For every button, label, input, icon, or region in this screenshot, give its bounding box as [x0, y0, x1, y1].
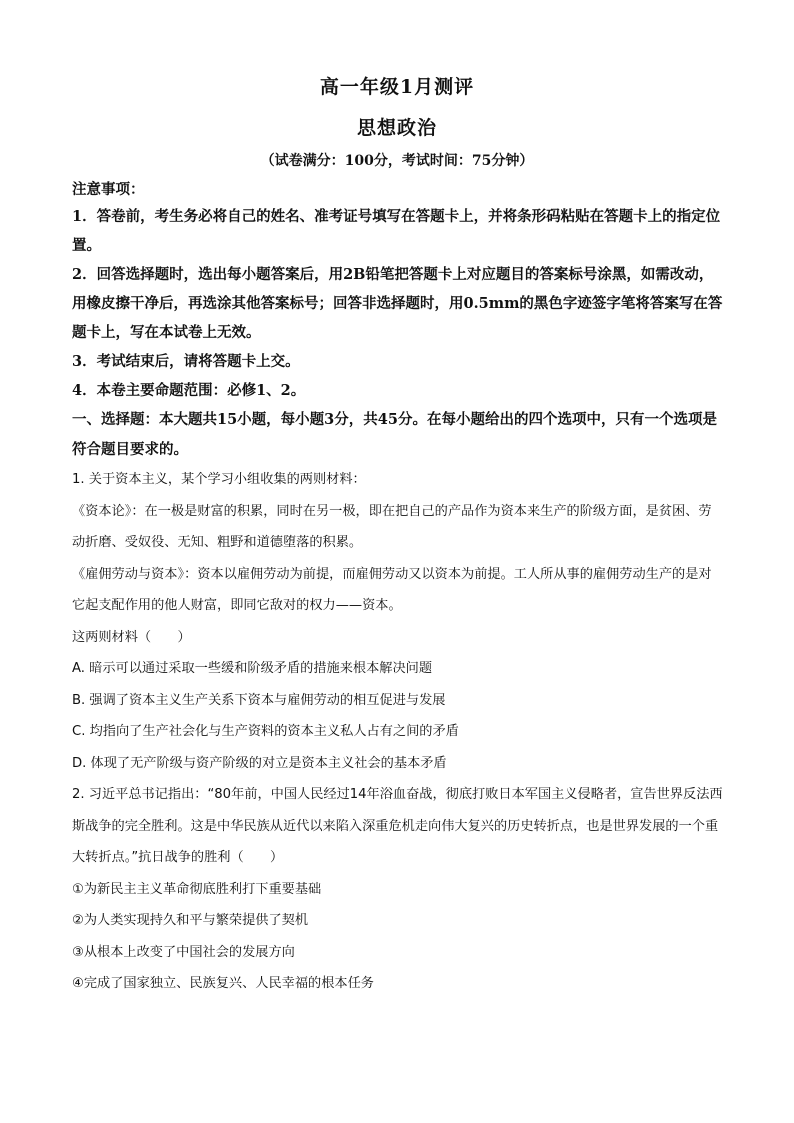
option-c: C. 均指向了生产社会化与生产资料的资本主义私人占有之间的矛盾: [72, 724, 459, 739]
section-heading: 一、选择题：本大题共15小题，每小题3分，共45分。在每小题给出的四个选项中，只有一个选项是符合题目要求的。: [72, 411, 717, 458]
note-item-1: 1．答卷前，考生务必将自己的姓名、准考证号填写在答题卡上，并将条形码粘贴在答题卡上的指定位置。: [72, 208, 721, 254]
question-2: [72, 779, 724, 1000]
question-material: 《雇佣劳动与资本》：资本以雇佣劳动为前提，而雇佣劳动又以资本为前提。工人所从事的雇佣劳动生产的是对它起支配作用的他人财富，即同它敌对的权力——资本。: [72, 566, 712, 613]
question-stem: 1. 关于资本主义，某个学习小组收集的两则材料：: [72, 472, 366, 487]
question-material: 《资本论》：在一极是财富的积累，同时在另一极，即在把自己的产品作为资本来生产的阶级方面，是贫困、劳动折磨、受奴役、无知、粗野和道德堕落的积累。: [72, 503, 712, 550]
question-stem: 2. 习近平总书记指出：“80年前，中国人民经过14年浴血奋战，彻底打败日本军国主义侵略者，宣告世界反法西斯战争的完全胜利。这是中华民族从近代以来陷入深重危机走向伟大复兴的历史转折点，也是世界发展的一个重大转折点。”抗日战争的胜利（ ）: [72, 787, 723, 865]
statement-item-4: ④完成了国家独立、民族复兴、人民幸福的根本任务: [72, 976, 374, 991]
note-item-3: 3．考试结束后，请将答题卡上交。: [72, 353, 300, 370]
statement-item-2: ②为人类实现持久和平与繁荣提供了契机: [72, 913, 309, 928]
option-b: B. 强调了资本主义生产关系下资本与雇佣劳动的相互促进与发展: [72, 692, 446, 708]
exam-info: （试卷满分：100分，考试时间：75分钟）: [260, 153, 534, 169]
question-prompt: 这两则材料（ ）: [72, 629, 191, 645]
subject-title: 思想政治: [356, 117, 437, 139]
exam-title: 高一年级1月测评: [319, 76, 475, 98]
option-d: D. 体现了无产阶级与资产阶级的对立是资本主义社会的基本矛盾: [72, 755, 447, 771]
statement-item-1: ①为新民主主义革命彻底胜利打下重要基础: [72, 881, 322, 897]
note-item-4: 4．本卷主要命题范围：必修1、2。: [72, 382, 306, 399]
statement-item-3: ③从根本上改变了中国社会的发展方向: [72, 944, 295, 960]
question-1: [72, 464, 724, 779]
note-item-2: 2．回答选择题时，选出每小题答案后，用2B铅笔把答题卡上对应题目的答案标号涂黑，如需改动，用橡皮擦干净后，再选涂其他答案标号；回答非选择题时，用0.5mm的黑色字迹签字笔将答案写在答题卡上，写在本试卷上无效。: [72, 266, 723, 341]
option-a: A. 暗示可以通过采取一些缓和阶级矛盾的措施来根本解决问题: [72, 661, 433, 676]
exam-content: [72, 180, 724, 1000]
notes-heading: 注意事项：: [72, 181, 145, 198]
notes-section: [72, 180, 724, 405]
